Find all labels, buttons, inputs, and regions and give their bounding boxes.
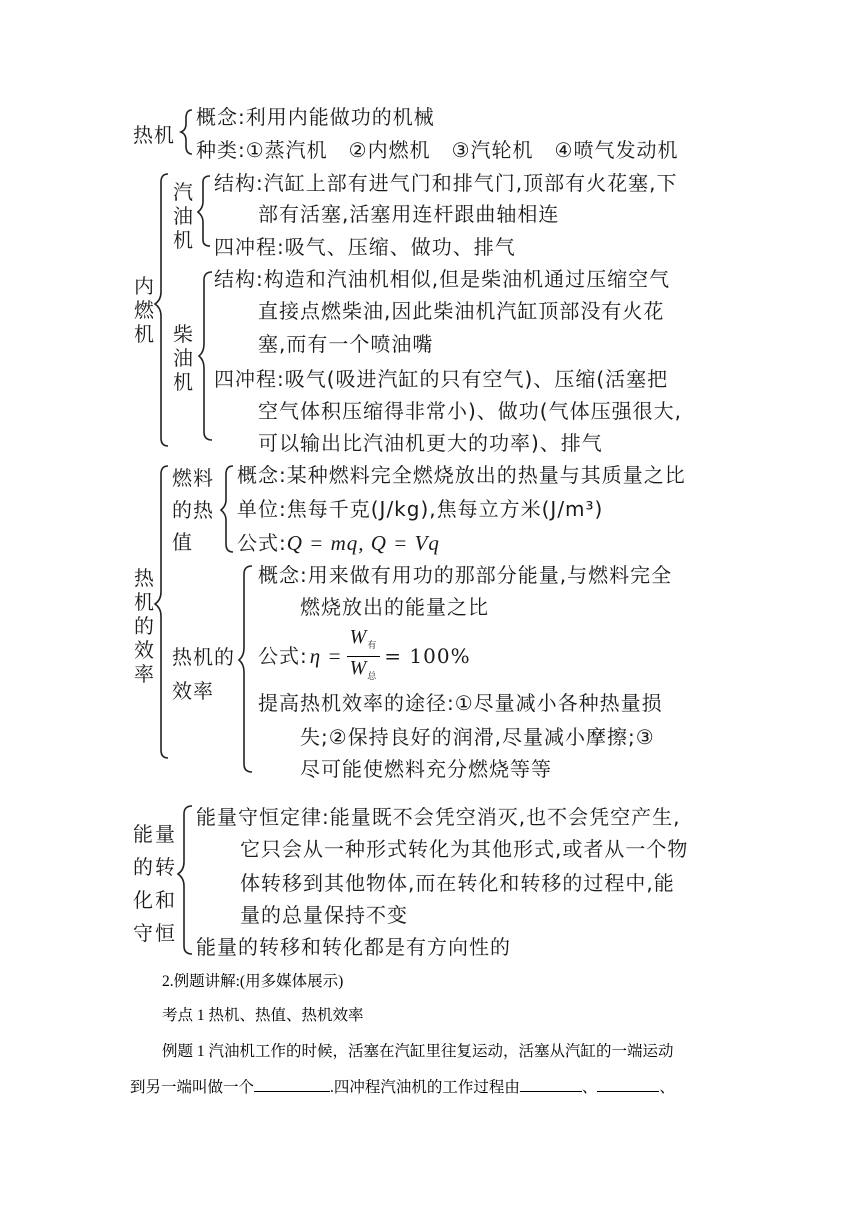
engine-eff-formula-label: 公式: — [258, 644, 308, 668]
fraction-denominator — [347, 657, 381, 687]
numerator-w: W — [349, 625, 368, 648]
brace-diesel — [199, 272, 212, 440]
heat-engine-concept: 概念:利用内能做功的机械 — [196, 105, 435, 129]
example-1-text-b: .四冲程汽油机的工作过程由 — [330, 1079, 520, 1096]
gasoline-title — [172, 180, 194, 252]
brace-heat-engine — [181, 110, 192, 154]
engine-eff-improve-2: 失;②保持良好的润滑,尽量减小摩擦;③ — [300, 725, 655, 749]
fuel-formula: Q = mq, Q = Vq — [286, 531, 440, 555]
energy-law-3: 体转移到其他物体,而在转化和转移的过程中,能 — [240, 871, 675, 895]
fuel-title: 燃料的热值 — [172, 466, 214, 554]
energy-law-4: 量的总量保持不变 — [240, 903, 408, 927]
example-1-line-2 — [130, 1075, 675, 1099]
engine-eff-formula-row — [258, 625, 471, 682]
energy-direction: 能量的转移和转化都是有方向性的 — [196, 935, 511, 959]
diesel-structure-2: 直接点燃柴油,因此柴油机汽缸顶部没有火花 — [258, 299, 665, 323]
separator-1: 、 — [581, 1079, 598, 1096]
answer-blank-3[interactable] — [597, 1075, 659, 1092]
denominator-w: W — [349, 656, 368, 679]
ice-title-text: 内燃机 — [134, 274, 154, 346]
efficiency-title-text: 热机的效率 — [134, 566, 154, 686]
diesel-structure-1: 结构:构造和汽油机相似,但是柴油机通过压缩空气 — [214, 267, 671, 291]
answer-blank-2[interactable] — [520, 1075, 582, 1092]
separator-2: 、 — [659, 1079, 675, 1096]
eta-symbol: η = — [309, 644, 343, 668]
engine-eff-concept-2: 燃烧放出的能量之比 — [300, 595, 489, 619]
gasoline-title-text: 汽油机 — [173, 180, 193, 252]
energy-law-1: 能量守恒定律:能量既不会凭空消灭,也不会凭空产生, — [196, 805, 681, 829]
fuel-formula-row — [237, 530, 440, 556]
energy-title: 能量的转化和守恒 — [133, 822, 177, 945]
gasoline-structure-2: 部有活塞,活塞用连杆跟曲轴相连 — [258, 202, 560, 226]
gasoline-structure-1: 结构:汽缸上部有进气门和排气门,顶部有火花塞,下 — [214, 171, 678, 195]
fuel-unit: 单位:焦每千克(J/kg),焦每立方米(J/m³) — [237, 497, 604, 521]
brace-ice — [155, 174, 168, 446]
engine-eff-concept-1: 概念:用来做有用功的那部分能量,与燃料完全 — [258, 563, 673, 587]
fuel-concept: 概念:某种燃料完全燃烧放出的热量与其质量之比 — [237, 463, 686, 487]
answer-blank-1[interactable] — [254, 1075, 330, 1092]
brace-gasoline — [198, 176, 210, 246]
brace-efficiency — [155, 466, 168, 758]
heat-engine-types: 种类:①蒸汽机 ②内燃机 ③汽轮机 ④喷气发动机 — [196, 138, 679, 162]
fraction-numerator — [347, 626, 381, 657]
topic-heading: 考点 1 热机、热值、热机效率 — [162, 1007, 364, 1024]
heat-engine-title: 热机 — [133, 123, 175, 147]
gasoline-strokes: 四冲程:吸气、压缩、做功、排气 — [214, 235, 516, 259]
engine-eff-improve-3: 尽可能使燃料充分燃烧等等 — [300, 757, 552, 781]
diesel-strokes-2: 空气体积压缩得非常小)、做功(气体压强很大, — [258, 399, 682, 423]
brace-fuel — [221, 466, 233, 552]
numerator-sub: 有 — [367, 639, 378, 650]
denominator-sub: 总 — [367, 670, 378, 681]
efficiency-title — [133, 566, 155, 686]
percent-value: = 100% — [384, 644, 471, 668]
engine-eff-improve-1: 提高热机效率的途径:①尽量减小各种热量损 — [258, 691, 663, 715]
engine-eff-title: 热机的效率 — [172, 645, 235, 703]
brace-energy — [178, 806, 192, 954]
example-1-text-a: 到另一端叫做一个 — [130, 1079, 255, 1096]
diesel-title-text: 柴油机 — [173, 322, 193, 394]
fuel-formula-label: 公式: — [237, 531, 287, 555]
section-heading: 2.例题讲解:(用多媒体展示) — [162, 973, 344, 990]
diesel-title — [172, 322, 194, 394]
diesel-strokes-1: 四冲程:吸气(吸进汽缸的只有空气)、压缩(活塞把 — [214, 367, 669, 391]
energy-law-2: 它只会从一种形式转化为其他形式,或者从一个物 — [240, 837, 689, 861]
example-1-line-1: 例题 1 汽油机工作的时候，活塞在汽缸里往复运动，活塞从汽缸的一端运动 — [162, 1043, 674, 1060]
ice-title — [133, 274, 155, 346]
diesel-strokes-3: 可以输出比汽油机更大的功率)、排气 — [258, 431, 603, 455]
diesel-structure-3: 塞,而有一个喷油嘴 — [258, 332, 434, 356]
efficiency-fraction — [347, 626, 381, 687]
